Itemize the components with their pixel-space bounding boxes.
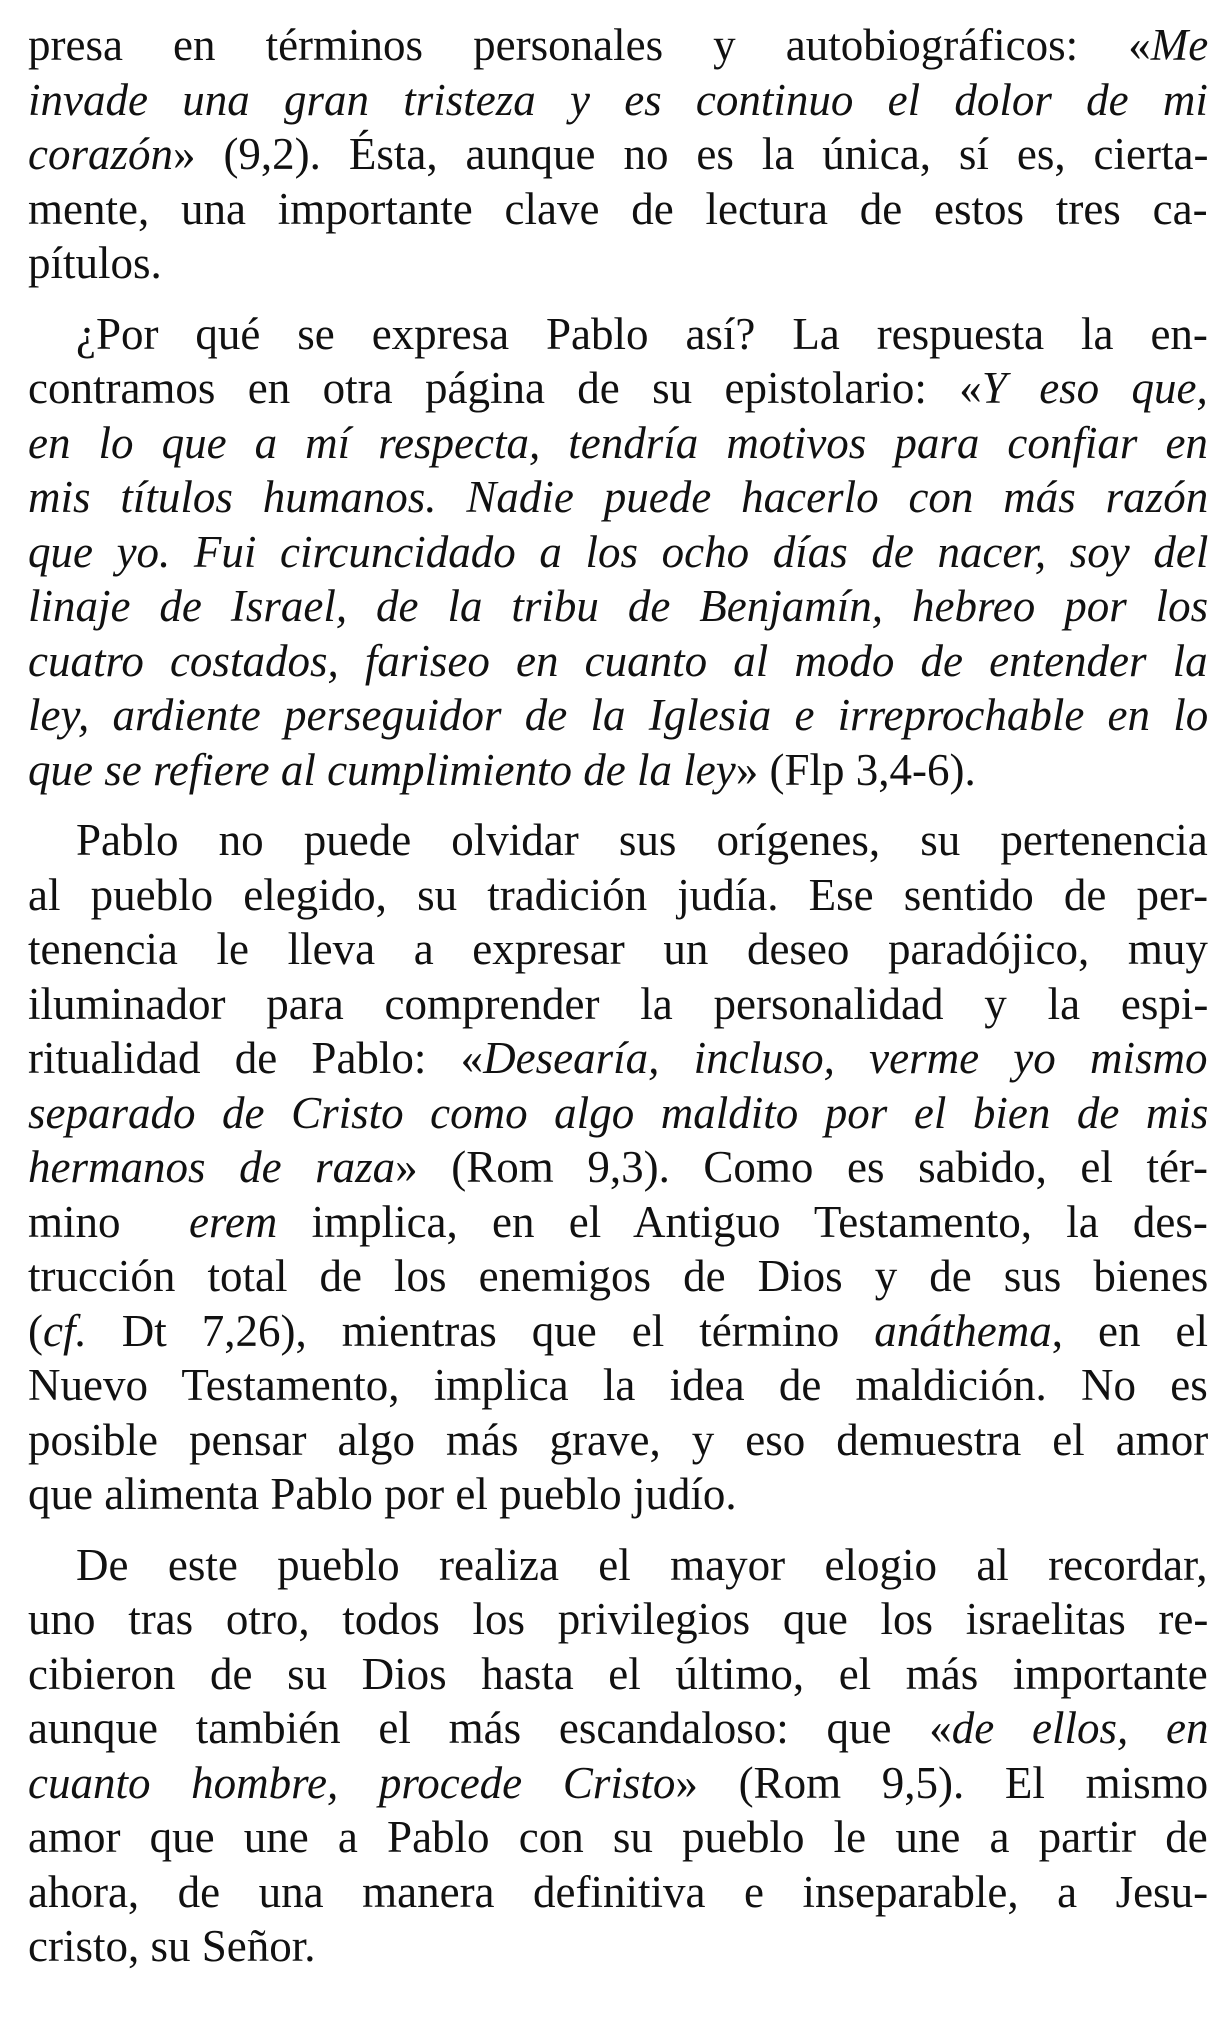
paragraph xyxy=(28,813,1208,1522)
italic-text: corazón xyxy=(28,129,173,179)
text-line xyxy=(28,868,1208,923)
text-line xyxy=(28,361,1208,416)
document-page xyxy=(28,18,1208,1974)
text-line xyxy=(28,307,1208,362)
italic-text: separado de Cristo como algo maldito por el bien de mis xyxy=(28,1087,1209,1138)
italic-text: cuatro costados, fariseo en cuanto al modo de entender la xyxy=(28,635,1208,686)
text-line xyxy=(28,1358,1208,1413)
text-line xyxy=(28,1592,1208,1647)
text-line xyxy=(28,1919,1208,1974)
italic-text: de ellos, en xyxy=(951,1703,1209,1753)
body-text: cibieron de su Dios hasta el último, el más importante xyxy=(28,1648,1208,1699)
body-text: ( xyxy=(28,1305,43,1356)
body-text: ahora, de una manera definitiva e inseparable, a Jesu- xyxy=(28,1866,1209,1917)
italic-text: hermanos de raza xyxy=(28,1142,396,1192)
italic-text: que se refiere al cumplimiento de la ley xyxy=(28,744,736,795)
text-line xyxy=(28,977,1208,1032)
text-line xyxy=(28,73,1208,128)
body-text: trucción total de los enemigos de Dios y de sus bienes xyxy=(28,1251,1209,1301)
body-text: iluminador para comprender la personalidad y la espi- xyxy=(28,978,1209,1029)
text-line xyxy=(28,525,1208,580)
text-line xyxy=(28,18,1208,73)
text-line xyxy=(28,1756,1208,1811)
text-line xyxy=(28,470,1208,525)
text-line xyxy=(28,1249,1208,1304)
body-text: ¿Por qué se expresa Pablo así? La respuesta la en- xyxy=(76,308,1208,359)
italic-text: cuanto hombre, procede Cristo xyxy=(28,1757,676,1808)
italic-text: Me xyxy=(1150,20,1209,70)
italic-text: Y eso que, xyxy=(981,363,1208,413)
body-text: posible pensar algo más grave, y eso demuestra el amor xyxy=(28,1414,1209,1465)
text-line xyxy=(28,1140,1208,1195)
text-line xyxy=(28,1865,1208,1920)
text-line xyxy=(28,1538,1208,1593)
text-line xyxy=(28,1413,1208,1468)
italic-text: ley, ardiente perseguidor de la Iglesia e irreprochable en lo xyxy=(28,690,1209,740)
italic-text: erem xyxy=(189,1196,278,1247)
italic-text: cf. xyxy=(43,1305,87,1356)
body-text: » (Rom 9,5). El mismo xyxy=(675,1757,1209,1808)
text-line xyxy=(28,813,1208,868)
body-text: tenencia le lleva a expresar un deseo paradójico, muy xyxy=(28,924,1208,974)
body-text: ritualidad de Pablo: « xyxy=(28,1033,484,1083)
text-line xyxy=(28,182,1208,237)
body-text: , en el xyxy=(1051,1305,1209,1356)
text-line xyxy=(28,1031,1208,1086)
body-text: Pablo no puede olvidar sus orígenes, su pertenencia xyxy=(76,815,1208,865)
italic-text: anáthema xyxy=(874,1305,1052,1356)
body-text: amor que une a Pablo con su pueblo le une a partir de xyxy=(28,1812,1208,1862)
body-text: presa en términos personales y autobiográficos: « xyxy=(28,20,1151,70)
italic-text: invade una gran tristeza y es continuo el dolor de mi xyxy=(28,74,1208,125)
text-line xyxy=(28,1467,1208,1522)
body-text: que alimenta Pablo por el pueblo judío. xyxy=(28,1469,737,1519)
italic-text: en lo que a mí respecta, tendría motivos para confiar en xyxy=(28,417,1208,468)
text-line xyxy=(28,236,1208,291)
body-text: De este pueblo realiza el mayor elogio al recordar, xyxy=(76,1539,1208,1590)
text-line xyxy=(28,127,1208,182)
text-line xyxy=(28,634,1208,689)
body-text: contramos en otra página de su epistolario: « xyxy=(28,363,982,413)
body-text: pítulos. xyxy=(28,238,162,288)
text-line xyxy=(28,1701,1208,1756)
body-text: cristo, su Señor. xyxy=(28,1921,316,1971)
text-line xyxy=(28,922,1208,977)
body-text: » (Flp 3,4-6). xyxy=(735,744,976,795)
text-line xyxy=(28,688,1208,743)
paragraph xyxy=(28,307,1208,798)
italic-text: mis títulos humanos. Nadie puede hacerlo con más razón xyxy=(28,472,1209,522)
body-text: Dt 7,26), mientras que el término xyxy=(86,1305,875,1356)
text-line xyxy=(28,1810,1208,1865)
body-text: » (Rom 9,3). Como es sabido, el tér- xyxy=(395,1142,1209,1192)
paragraph xyxy=(28,18,1208,291)
body-text: uno tras otro, todos los privilegios que los israelitas re- xyxy=(28,1594,1209,1644)
body-text: implica, en el Antiguo Testamento, la des- xyxy=(277,1196,1208,1247)
italic-text: Desearía, incluso, verme yo mismo xyxy=(483,1033,1208,1083)
body-text: aunque también el más escandaloso: que « xyxy=(28,1703,952,1753)
body-text: mente, una importante clave de lectura de estos tres ca- xyxy=(28,183,1208,234)
italic-text: que yo. Fui circuncidado a los ocho días de nacer, soy del xyxy=(28,526,1209,577)
text-line xyxy=(28,743,1208,798)
text-line xyxy=(28,1647,1208,1702)
body-text: mino xyxy=(28,1196,190,1247)
text-line xyxy=(28,1304,1208,1359)
body-text: Nuevo Testamento, implica la idea de maldición. No es xyxy=(28,1360,1208,1410)
body-text: » (9,2). Ésta, aunque no es la única, sí es, cierta- xyxy=(173,129,1209,179)
text-line xyxy=(28,579,1208,634)
italic-text: linaje de Israel, de la tribu de Benjamín, hebreo por los xyxy=(28,581,1209,631)
body-text: al pueblo elegido, su tradición judía. Ese sentido de per- xyxy=(28,869,1209,920)
text-line xyxy=(28,416,1208,471)
text-line xyxy=(28,1086,1208,1141)
paragraph xyxy=(28,1538,1208,1974)
text-line xyxy=(28,1195,1208,1250)
